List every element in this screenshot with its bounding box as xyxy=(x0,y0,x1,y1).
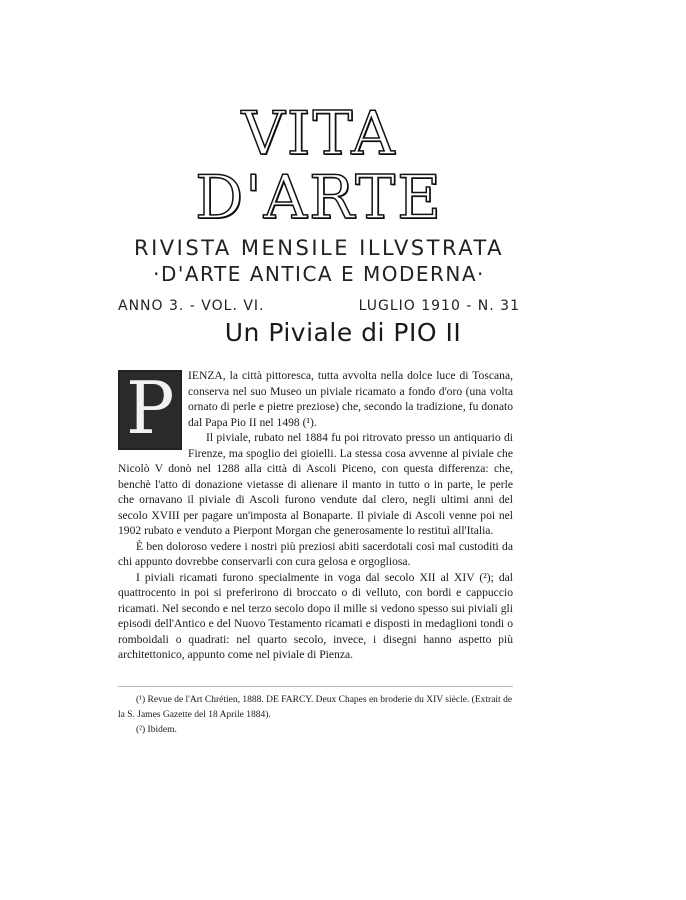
footnote-2: (²) Ibidem. xyxy=(136,725,177,735)
issue-line xyxy=(118,298,520,314)
footnote-1: (¹) Revue de l'Art Chrétien, 1888. DE FARCY. Deux Chapes en broderie du XIV siècle. (Extrait de la S. James Gazette del 18 Aprile 1884). xyxy=(118,695,513,720)
footnotes xyxy=(118,686,513,738)
paragraph-1-text: la città pittoresca, tutta avvolta nella dolce luce di Toscana, conserva nel suo Museo un piviale ricamato a fondo d'oro (una volta ornato di perle e pietre preziose) che, secondo la tradizione, fu donato dal Papa Pio II nel 1498 (¹). xyxy=(188,369,513,429)
paragraph-4: I piviali ricamati furono specialmente in voga dal secolo XII al XIV (²); dal quattrocento in poi si preferirono di broccato o di velluto, con bordi e cappuccio ricamati. Nel secondo e nel terzo secolo dopo il mille si vedono spesso sui piviali gli episodi dell'Antico e del Nuovo Testamento ricamati e disposti in medaglioni tondi o romboidali o quadrati: nel quarto secolo, invece, i disegni hanno aspetto più architettonico, appunto come nel piviale di Pienza. xyxy=(118,570,513,661)
ornamental-dropcap xyxy=(118,370,182,450)
paragraph-2: Il piviale, rubato nel 1884 fu poi ritrovato presso un antiquario di Firenze, ma spoglio dei gioielli. La stessa cosa avvenne al piviale che Nicolò V donò nel 1288 alla città di Ascoli Piceno, con questa differenza: che, benchè l'atto di donazione vietasse di alienare il manto in tutto o in parte, le perle che ornavano il piviale di Ascoli furono vendute dal clero, negli ultimi anni del secolo XVIII per pagare un'imposta al Bonaparte. Il piviale di Ascoli venne poi nel 1902 rubato e venduto a Pierpont Morgan che generosamente lo restituì all'Italia. xyxy=(118,431,513,537)
article-title: Un Piviale di PIO II xyxy=(224,318,462,347)
magazine-subtitle-secondary: ·D'ARTE ANTICA E MODERNA· xyxy=(153,262,485,286)
dropcap-letter: P xyxy=(126,370,175,450)
issue-date: LUGLIO 1910 - N. 31 xyxy=(358,298,520,314)
paragraph-3: È ben doloroso vedere i nostri più preziosi abiti sacerdotali così mal custoditi da chi appunto dovrebbe conservarli con cura gelosa e orgogliosa. xyxy=(118,539,513,568)
magazine-subtitle: RIVISTA MENSILE ILLVSTRATA xyxy=(133,236,505,260)
magazine-title: VITA D'ARTE xyxy=(195,99,443,233)
article-body xyxy=(118,368,513,663)
paragraph-lead: IENZA, xyxy=(188,369,226,382)
issue-volume: ANNO 3. - VOL. VI. xyxy=(118,298,265,314)
masthead xyxy=(118,99,520,314)
